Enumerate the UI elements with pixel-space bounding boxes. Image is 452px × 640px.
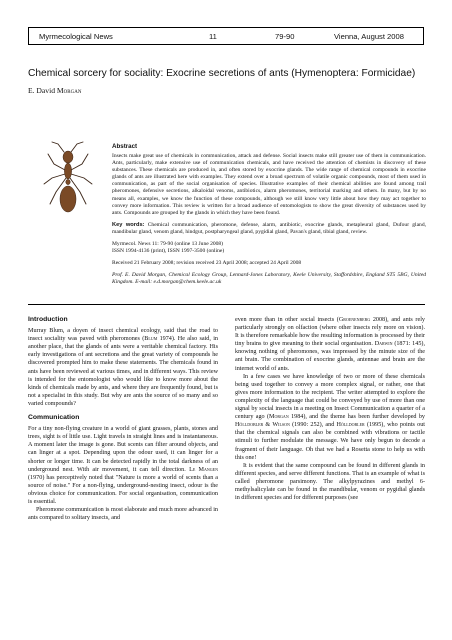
keywords: [112, 222, 426, 236]
right-paragraph-3: It is evident that the same compound can be found in different glands in different species, and serve different functions. That is an example of what is called pheromone parsimony. The alkylpyrazines and methyl 6-methylsalicylate can be found in the mandibular, venom or pygidial glands in different species and for different purposes (see: [235, 462, 425, 502]
communication-paragraph-2: Pheromone communication is most elaborate and much more advanced in ants compared to solitary insects, and: [28, 507, 218, 522]
citation: Myrmecol. News 11: 79-90 (online 13 June 2008): [112, 240, 224, 247]
communication-paragraph-1: For a tiny non-flying creature in a world of giant grasses, plants, stones and trees, sight is of little use. Light travels in straight lines and is instantaneous. A moment later the image is gone. But scents can filter around objects, and can linger at a spot. Depending upon the odour used, it can linger for a shorter or longer time. It can be detected rapidly in the total darkness of an underground nest. With air movement, it can tell direction. Le Mangen (1970) has perceptively noted that "Nature is more a world of scents than a source of noise." For a non-flying, underground-nesting insect, odour is the obvious choice for communication. For social organisation, communication is essential.: [28, 426, 218, 505]
abstract-text: Insects make great use of chemicals in communication, attack and defense. Social insects make still greater use of them in communication. Ants, particularly, make extensive use of communication chemicals, and have received the attention of chemists in discovery of these substances. These chemicals are produced in, and often stored by exocrine glands. The wide range of chemical compounds in exocrine glands of ants are illustrated here with examples. They extend over a broad spectrum of volatile organic compounds, most of them used in communication, as part of the social organisation of species. Illustrative examples of their chemical abilities are found among trail pheromones, defensive secretions, alkaloidal venoms, antibiotics, alarm pheromones, territorial marking and others. In many, but by no means all, examples, we know the function of these compounds, although we still know very little about how they may act together to convey more information. This review is written for a broad audience of entomologists to show the great diversity of substances used by ants. Compounds are grouped by the glands in which they have been found.: [112, 153, 426, 216]
body-column-right: [235, 316, 425, 502]
keywords-list: Chemical communication, pheromone, defense, alarm, antibiotic, exocrine glands, metapleural gland, Dufour gland, mandibular gland, venom gland, hindgut, postpharyngeal gland, pygidial gland, Pavan's gland, tibial gland, review.: [112, 221, 426, 235]
intro-paragraph: Murray Blum, a doyen of insect chemical ecology, said that the road to insect sociality was paved with pheromones (Blum 1974). He also said, in another place, that the glands of ants were a veritable chemical factory. His early investigations of ant secretions and the great variety of compounds he discovered prompted him to make these statements. The chemicals found in ants have been reviewed at various times, and in different ways. This review is intended for the entomologist who would like to know more about the kinds of chemicals made by ants, and where they are frequently found, but is not a specialist in this study. But why are ants the source of so many and so varied compounds?: [28, 328, 218, 407]
abstract-heading: Abstract: [112, 143, 138, 150]
introduction-heading: Introduction: [28, 316, 68, 323]
ant-icon: [40, 140, 96, 222]
author-affiliation: Prof. E. David Morgan, Chemical Ecology Group, Lennard-Jones Laboratory, Keele University, Staffordshire, England ST5 5BG, United Kingdom. E-mail: e.d.morgan@chem.keele.ac.uk: [112, 272, 426, 286]
article-title: Chemical sorcery for sociality: Exocrine secretions of ants (Hymenoptera: Formicidae): [28, 68, 416, 79]
volume-number: 11: [209, 31, 217, 41]
author-last: Morgan: [56, 86, 82, 95]
author-first: E. David: [28, 86, 57, 95]
place-date: Vienna, August 2008: [334, 31, 404, 41]
keywords-label: Key words:: [112, 221, 145, 228]
journal-name: Myrmecological News: [39, 31, 113, 41]
right-paragraph-1: even more than in other social insects (Groenenberg 2008), and ants rely particularly strongly on olfaction (where other insects rely more on vision). It is therefore remarkable how the resulting information is processed by their tiny brains to give meaning to their social organisation. Darwin (1871: 145), knowing nothing of pheromones, was impressed by the minute size of the ant brain. The combination of exocrine glands, antennae and brain are the internet world of ants.: [235, 317, 425, 372]
communication-heading: Communication: [28, 414, 80, 422]
page-range: 79-90: [275, 31, 295, 41]
section-divider: [28, 304, 425, 305]
abstract-block: [112, 143, 426, 286]
right-paragraph-2: In a few cases we have knowledge of two or more of these chemicals being used together to convey a more complex signal, or rather, one that gives more information to the recipient. The writer attempted to explore the complexity of the language that could be conveyed by use of more than one signal by social insects in a meeting on Insect Communication a quarter of a century ago (Morgan 1984), and the theme has been further developed by Hölldobler & Wilson (1990: 252), and Hölldobler (1995), who points out that the chemical signals can also be combined with vibrations or tactile stimuli to further modulate the message. We have only begun to decode a fragment of their language. Oh that we had a Rosetta stone to help us with this one!: [235, 373, 425, 461]
issn: ISSN 1994-4136 (print), ISSN 1997-3500 (online): [112, 248, 225, 255]
author-line: [28, 86, 81, 95]
body-column-left: [28, 316, 218, 522]
received-dates: Received 21 February 2008; revision received 23 April 2008; accepted 24 April 2008: [112, 260, 302, 267]
journal-header-bar: [28, 27, 424, 45]
